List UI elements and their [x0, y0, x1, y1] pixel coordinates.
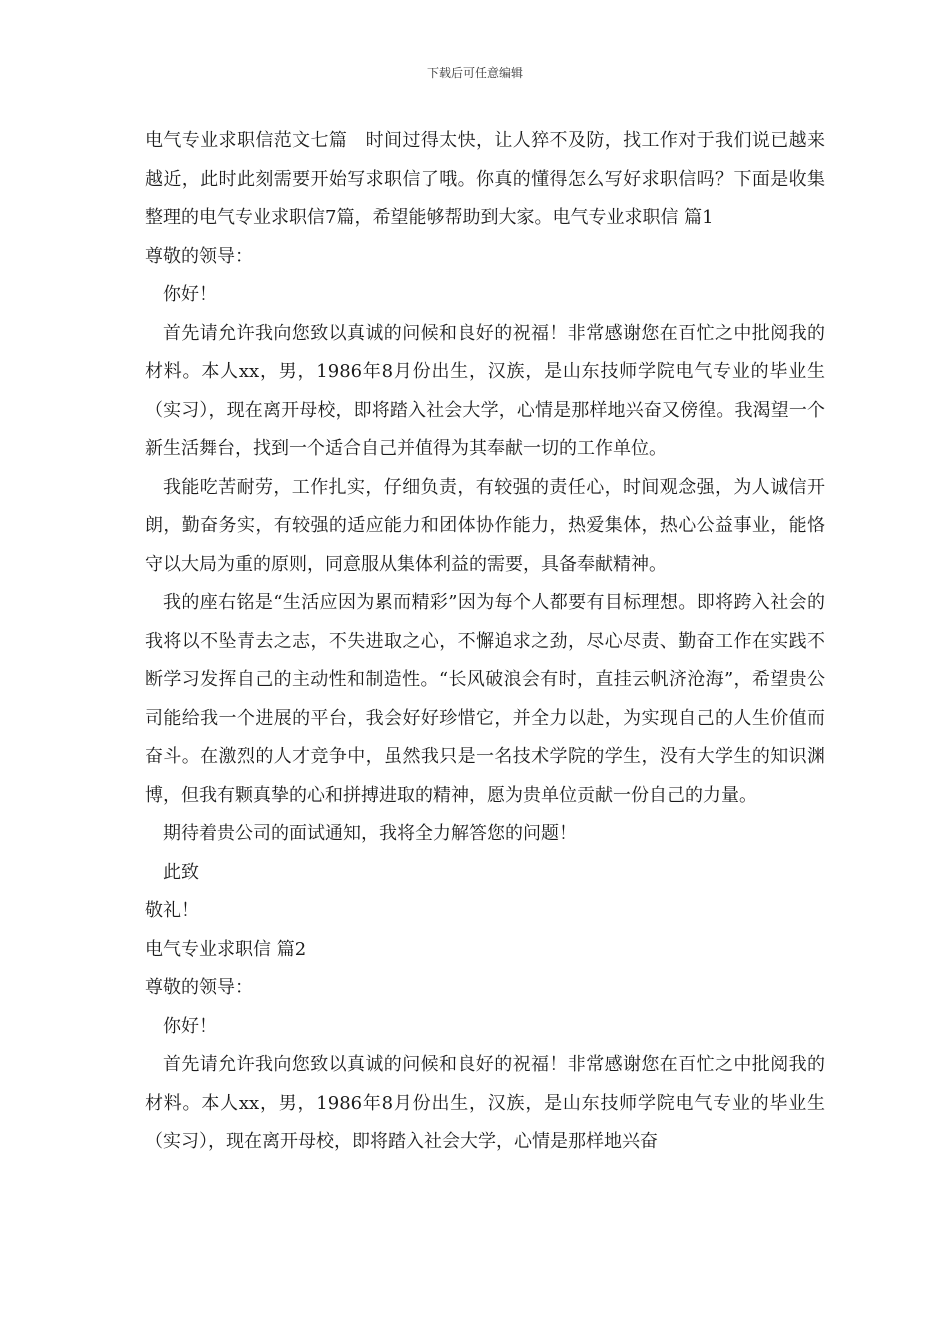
closing-salute: 敬礼！	[145, 900, 199, 921]
greeting: 你好！	[163, 284, 217, 305]
document-body	[145, 122, 825, 1162]
greeting: 你好！	[163, 1015, 217, 1037]
salutation: 尊敬的领导：	[145, 245, 253, 267]
salutation: 尊敬的领导：	[145, 977, 253, 998]
body-paragraph: 首先请允许我向您致以真诚的问候和良好的祝福！非常感谢您在百忙之中批阅我的材料。本人xx，男，1986年8月份出生，汉族，是山东技师学院电气专业的毕业生（实习），现在离开母校，即将踏入社会大学，心情是那样地兴奋又傍徨。我渴望一个新生活舞台，找到一个适合自己并值得为其奉献一切的工作单位。	[145, 322, 825, 459]
section-heading: 电气专业求职信 篇2	[145, 938, 307, 960]
body-paragraph: 我能吃苦耐劳，工作扎实，仔细负责，有较强的责任心，时间观念强，为人诚信开朗，勤奋务实，有较强的适应能力和团体协作能力，热爱集体，热心公益事业，能恪守以大局为重的原则，同意服从集体利益的需要，具备奉献精神。	[145, 476, 825, 575]
body-paragraph: 期待着贵公司的面试通知，我将全力解答您的问题！	[163, 823, 577, 844]
body-paragraph: 首先请允许我向您致以真诚的问候和良好的祝福！非常感谢您在百忙之中批阅我的材料。本人xx，男，1986年8月份出生，汉族，是山东技师学院电气专业的毕业生（实习），现在离开母校，即将踏入社会大学，心情是那样地兴奋	[145, 1054, 825, 1152]
closing-line: 此致	[163, 861, 199, 883]
body-paragraph: 我的座右铭是“生活应因为累而精彩”因为每个人都要有目标理想。即将跨入社会的我将以不坠青去之志，不失进取之心，不懈追求之劲，尽心尽责、勤奋工作在实践不断学习发挥自己的主动性和制造性。“长风破浪会有时，直挂云帆济沧海”，希望贵公司能给我一个进展的平台，我会好好珍惜它，并全力以赴，为实现自己的人生价值而奋斗。在激烈的人才竞争中，虽然我只是一名技术学院的学生，没有大学生的知识渊博，但我有颗真挚的心和拼搏进取的精神，愿为贵单位贡献一份自己的力量。	[145, 592, 825, 806]
intro-paragraph: 电气专业求职信范文七篇 时间过得太快，让人猝不及防，找工作对于我们说已越来越近，此时此刻需要开始写求职信了哦。你真的懂得怎么写好求职信吗？下面是收集整理的电气专业求职信7篇，希望能够帮助到大家。电气专业求职信 篇1	[145, 130, 825, 228]
header-note: 下载后可任意编辑	[426, 66, 523, 80]
